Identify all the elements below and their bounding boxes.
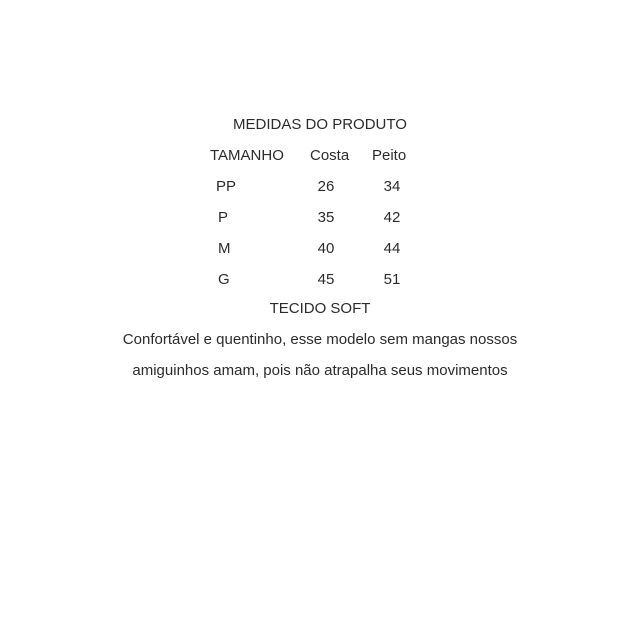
column-header-back: Costa	[310, 147, 350, 164]
back-cell: 40	[317, 240, 335, 257]
size-cell: M	[218, 240, 231, 257]
chest-cell: 42	[383, 209, 401, 226]
fabric-label: TECIDO SOFT	[269, 300, 371, 317]
size-cell: G	[218, 271, 230, 288]
back-cell: 45	[317, 271, 335, 288]
column-header-size: TAMANHO	[210, 147, 284, 164]
chest-cell: 51	[383, 271, 401, 288]
back-cell: 26	[317, 178, 335, 195]
size-cell: PP	[216, 178, 237, 195]
chest-cell: 44	[383, 240, 401, 257]
description-line-2: amiguinhos amam, pois não atrapalha seus movimentos	[132, 362, 508, 379]
description-line-1: Confortável e quentinho, esse modelo sem mangas nossos	[122, 331, 518, 348]
column-header-chest: Peito	[372, 147, 407, 164]
size-cell: P	[218, 209, 229, 226]
back-cell: 35	[317, 209, 335, 226]
page-title: MEDIDAS DO PRODUTO	[233, 116, 407, 133]
chest-cell: 34	[383, 178, 401, 195]
